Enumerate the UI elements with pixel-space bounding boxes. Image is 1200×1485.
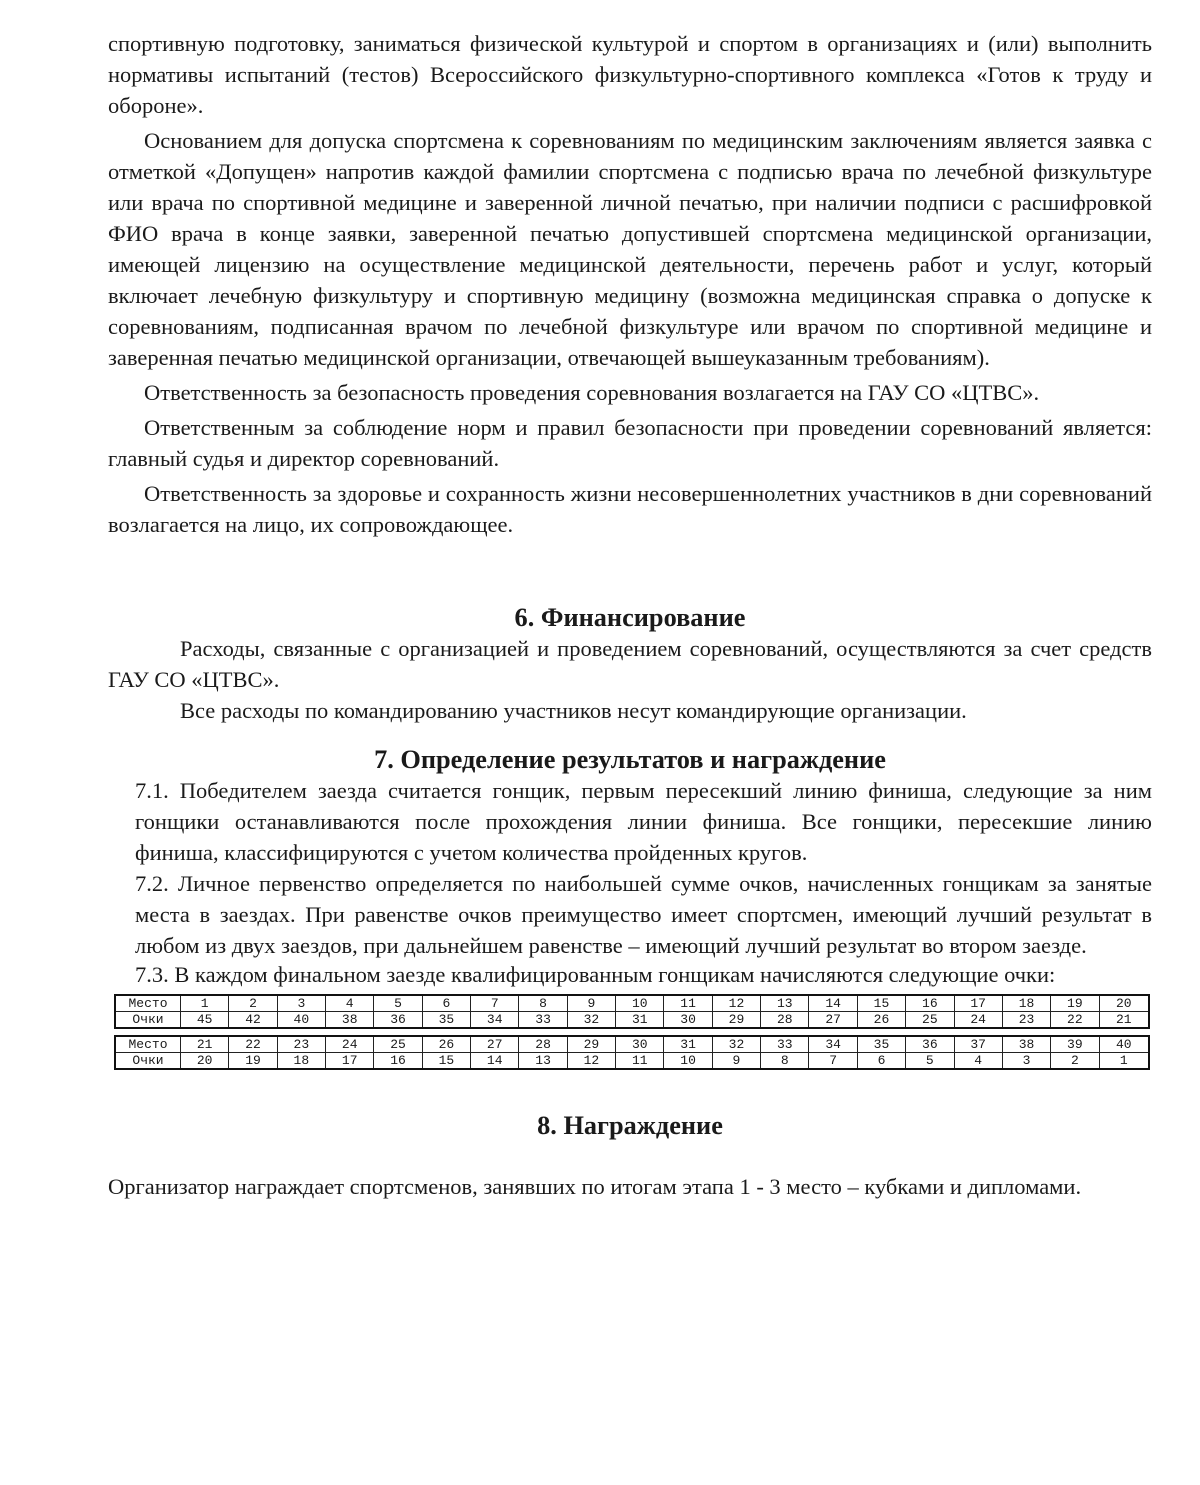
place-cell: 9 <box>567 995 615 1012</box>
place-cell: 5 <box>374 995 422 1012</box>
points-cell: 26 <box>857 1012 905 1029</box>
points-cell: 9 <box>712 1053 760 1070</box>
place-cell: 16 <box>906 995 954 1012</box>
points-cell: 35 <box>422 1012 470 1029</box>
place-cell: 37 <box>954 1036 1002 1053</box>
place-cell: 31 <box>664 1036 712 1053</box>
points-cell: 29 <box>712 1012 760 1029</box>
points-cell: 34 <box>471 1012 519 1029</box>
paragraph-awards: Организатор награждает спортсменов, занявших по итогам этапа 1 - 3 место – кубками и дипломами. <box>108 1174 1082 1199</box>
points-cell: 38 <box>326 1012 374 1029</box>
points-cell: 4 <box>954 1053 1002 1070</box>
place-cell: 33 <box>761 1036 809 1053</box>
heading-awards: 8. Награждение <box>537 1111 723 1140</box>
place-cell: 30 <box>616 1036 664 1053</box>
table-row-place <box>115 1036 1149 1053</box>
points-cell: 16 <box>374 1053 422 1070</box>
points-cell: 23 <box>1002 1012 1050 1029</box>
points-cell: 40 <box>277 1012 325 1029</box>
place-cell: 28 <box>519 1036 567 1053</box>
place-cell: 12 <box>712 995 760 1012</box>
place-cell: 40 <box>1099 1036 1149 1053</box>
table-row-place <box>115 995 1149 1012</box>
points-cell: 15 <box>422 1053 470 1070</box>
heading-financing: 6. Финансирование <box>514 603 746 632</box>
place-cell: 17 <box>954 995 1002 1012</box>
place-cell: 7 <box>471 995 519 1012</box>
points-cell: 28 <box>761 1012 809 1029</box>
points-cell: 13 <box>519 1053 567 1070</box>
place-cell: 36 <box>906 1036 954 1053</box>
row-label-points: Очки <box>115 1053 181 1070</box>
place-cell: 6 <box>422 995 470 1012</box>
points-table <box>114 994 1150 1029</box>
points-cell: 22 <box>1051 1012 1099 1029</box>
paragraph-financing-expenses: Расходы, связанные с организацией и проведением соревнований, осуществляются за счет средств ГАУ СО «ЦТВС». <box>108 636 1152 692</box>
paragraph-results-7-2: 7.2. Личное первенство определяется по наибольшей сумме очков, начисленных гонщикам за занятые места в заездах. При равенстве очков преимущество имеет спортсмен, имеющий лучший результат в любом из двух заездов, при дальнейшем равенстве – имеющий лучший результат во втором заезде. <box>135 871 1152 958</box>
points-cell: 31 <box>616 1012 664 1029</box>
points-cell: 5 <box>906 1053 954 1070</box>
points-cell: 24 <box>954 1012 1002 1029</box>
place-cell: 35 <box>857 1036 905 1053</box>
row-label-place: Место <box>115 1036 181 1053</box>
points-cell: 12 <box>567 1053 615 1070</box>
points-cell: 25 <box>906 1012 954 1029</box>
points-cell: 36 <box>374 1012 422 1029</box>
place-cell: 38 <box>1002 1036 1050 1053</box>
points-cell: 1 <box>1099 1053 1149 1070</box>
document-page <box>108 28 1152 1206</box>
place-cell: 27 <box>471 1036 519 1053</box>
place-cell: 13 <box>761 995 809 1012</box>
place-cell: 10 <box>616 995 664 1012</box>
place-cell: 21 <box>181 1036 229 1053</box>
place-cell: 14 <box>809 995 857 1012</box>
place-cell: 26 <box>422 1036 470 1053</box>
paragraph-admission-continued: спортивную подготовку, заниматься физической культурой и спортом в организациях и (или) выполнить нормативы испытаний (тестов) Всероссийского физкультурно-спортивного комплекса «Готов к труду и обороне». <box>108 31 1152 118</box>
row-label-place: Место <box>115 995 181 1012</box>
place-cell: 1 <box>181 995 229 1012</box>
row-label-points: Очки <box>115 1012 181 1029</box>
points-cell: 30 <box>664 1012 712 1029</box>
table-row-points <box>115 1012 1149 1029</box>
paragraph-results-7-1: 7.1. Победителем заезда считается гонщик, первым пересекший линию финиша, следующие за ним гонщики останавливаются после прохождения линии финиша. Все гонщики, пересекшие линию финиша, классифицируются с учетом количества пройденных кругов. <box>135 778 1152 865</box>
points-cell: 27 <box>809 1012 857 1029</box>
points-cell: 7 <box>809 1053 857 1070</box>
place-cell: 29 <box>567 1036 615 1053</box>
heading-results: 7. Определение результатов и награждение <box>374 745 886 774</box>
points-cell: 21 <box>1099 1012 1149 1029</box>
place-cell: 11 <box>664 995 712 1012</box>
points-cell: 6 <box>857 1053 905 1070</box>
paragraph-safety-norms: Ответственным за соблюдение норм и правил безопасности при проведении соревнований является: главный судья и директор соревнований. <box>108 415 1152 471</box>
points-cell: 33 <box>519 1012 567 1029</box>
points-cell: 11 <box>616 1053 664 1070</box>
points-cell: 20 <box>181 1053 229 1070</box>
paragraph-financing-travel: Все расходы по командированию участников несут командирующие организации. <box>180 698 967 723</box>
points-cell: 3 <box>1002 1053 1050 1070</box>
points-cell: 18 <box>277 1053 325 1070</box>
points-cell: 8 <box>761 1053 809 1070</box>
points-table-continued <box>114 1035 1150 1070</box>
points-cell: 45 <box>181 1012 229 1029</box>
place-cell: 3 <box>277 995 325 1012</box>
paragraph-safety-responsibility: Ответственность за безопасность проведения соревнования возлагается на ГАУ СО «ЦТВС». <box>144 380 1040 405</box>
place-cell: 19 <box>1051 995 1099 1012</box>
place-cell: 15 <box>857 995 905 1012</box>
points-cell: 14 <box>471 1053 519 1070</box>
paragraph-minors-responsibility: Ответственность за здоровье и сохранность жизни несовершеннолетних участников в дни соревнований возлагается на лицо, их сопровождающее. <box>108 481 1152 537</box>
points-cell: 2 <box>1051 1053 1099 1070</box>
place-cell: 2 <box>229 995 277 1012</box>
place-cell: 18 <box>1002 995 1050 1012</box>
points-cell: 17 <box>326 1053 374 1070</box>
place-cell: 8 <box>519 995 567 1012</box>
place-cell: 24 <box>326 1036 374 1053</box>
place-cell: 32 <box>712 1036 760 1053</box>
place-cell: 4 <box>326 995 374 1012</box>
points-cell: 10 <box>664 1053 712 1070</box>
table-row-points <box>115 1053 1149 1070</box>
paragraph-results-7-3: 7.3. В каждом финальном заезде квалифицированным гонщикам начисляются следующие очки: <box>135 962 1056 987</box>
place-cell: 22 <box>229 1036 277 1053</box>
points-cell: 19 <box>229 1053 277 1070</box>
paragraph-medical-admission: Основанием для допуска спортсмена к соревнованиям по медицинским заключениям является заявка с отметкой «Допущен» напротив каждой фамилии спортсмена с подписью врача по лечебной физкультуре или врача по спортивной медицине и заверенной личной печатью, при наличии подписи с расшифровкой ФИО врача в конце заявки, заверенной печатью допустившей спортсмена медицинской организации, имеющей лицензию на осуществление медицинской деятельности, перечень работ и услуг, который включает лечебную физкультуру и спортивную медицину (возможна медицинская справка о допуске к соревнованиям, подписанная врачом по лечебной физкультуре или врачом по спортивной медицине и заверенная печатью медицинской организации, отвечающей вышеуказанным требованиям). <box>108 128 1152 370</box>
place-cell: 20 <box>1099 995 1149 1012</box>
place-cell: 25 <box>374 1036 422 1053</box>
place-cell: 23 <box>277 1036 325 1053</box>
place-cell: 39 <box>1051 1036 1099 1053</box>
points-cell: 32 <box>567 1012 615 1029</box>
points-cell: 42 <box>229 1012 277 1029</box>
place-cell: 34 <box>809 1036 857 1053</box>
